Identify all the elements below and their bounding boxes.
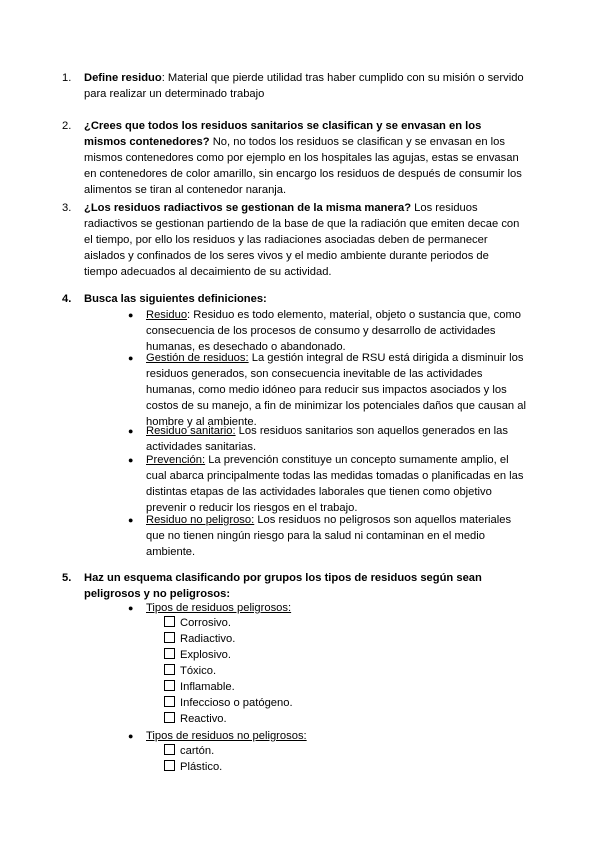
checklist-label: Explosivo. — [180, 649, 231, 661]
checklist-label: Plástico. — [180, 761, 223, 773]
definition-term: Residuo sanitario: — [146, 425, 236, 437]
bullet-icon: ● — [128, 426, 134, 436]
question-number: 3. — [62, 202, 72, 214]
checklist-item[interactable] — [164, 631, 235, 647]
definition-text: Los residuos sanitarios son aquellos generados en las actividades sanitarias. — [146, 425, 508, 453]
group-peligrosos — [128, 600, 292, 616]
question-text: ¿Los residuos radiactivos se gestionan de la misma manera? — [84, 202, 412, 214]
question-heading: Haz un esquema clasificando por grupos los tipos de residuos según sean peligrosos y no peligrosos: — [84, 572, 482, 600]
checkbox-icon[interactable] — [164, 696, 175, 707]
definition-gestion — [128, 350, 526, 430]
checklist-item[interactable] — [164, 647, 231, 663]
checklist-label: Radiactivo. — [180, 633, 236, 645]
group-title: Tipos de residuos peligrosos: — [146, 602, 292, 614]
definition-residuo — [128, 307, 526, 355]
question-text: ¿Crees que todos los residuos sanitarios se clasifican y se envasan en los mismos contenedores? — [84, 120, 482, 148]
question-number: 4. — [62, 293, 72, 305]
checklist-item[interactable] — [164, 615, 231, 631]
question-5 — [62, 570, 524, 602]
bullet-icon: ● — [128, 310, 134, 320]
checklist-item[interactable] — [164, 743, 214, 759]
question-2 — [62, 118, 524, 198]
checkbox-icon[interactable] — [164, 664, 175, 675]
checklist-label: Reactivo. — [180, 713, 227, 725]
checkbox-icon[interactable] — [164, 712, 175, 723]
question-number: 1. — [62, 72, 72, 84]
definition-residuo-sanitario — [128, 423, 526, 455]
checkbox-icon[interactable] — [164, 648, 175, 659]
checklist-item[interactable] — [164, 759, 222, 775]
question-3 — [62, 200, 524, 280]
checkbox-icon[interactable] — [164, 744, 175, 755]
checklist-label: Tóxico. — [180, 665, 217, 677]
checklist-item[interactable] — [164, 695, 293, 711]
question-heading: Busca las siguientes definiciones: — [84, 293, 267, 305]
bullet-icon: ● — [128, 603, 134, 613]
question-answer: No, no todos los residuos se clasifican y se envasan en los mismos contenedores como por ejemplo en los hospitales las agujas, estas se envasan en contenedores de color amarillo, sin encargo los residuos de después de consumir los alimentos se tiran al contenedor naranja. — [84, 136, 522, 196]
definition-prevencion — [128, 452, 526, 516]
checklist-label: Inflamable. — [180, 681, 235, 693]
group-no-peligrosos — [128, 728, 307, 744]
checkbox-icon[interactable] — [164, 616, 175, 627]
question-answer: Los residuos radiactivos se gestionan partiendo de la base de que la radiación que emiten decae con el tiempo, por ello los residuos y las radiaciones asociadas deben de permanecer aislados y confinados de los seres vivos y el medio ambiente durante periodos de tiempo adecuados al decaimiento de su actividad. — [84, 202, 520, 278]
checkbox-icon[interactable] — [164, 680, 175, 691]
checklist-label: cartón. — [180, 745, 215, 757]
checklist-label: Corrosivo. — [180, 617, 231, 629]
question-number: 2. — [62, 120, 72, 132]
definition-text: : Residuo es todo elemento, material, objeto o sustancia que, como consecuencia de los procesos de consumo y desarrollo de actividades humanas, es desechado o abandonado. — [146, 309, 522, 353]
bullet-icon: ● — [128, 731, 134, 741]
definition-text: Los residuos no peligrosos son aquellos materiales que no tienen ningún riesgo para la salud ni contaminan en el medio ambiente. — [146, 514, 512, 558]
definition-term: Residuo no peligroso: — [146, 514, 255, 526]
question-4 — [62, 291, 524, 307]
checklist-item[interactable] — [164, 679, 235, 695]
definition-residuo-no-peligroso — [128, 512, 526, 560]
checklist-label: Infeccioso o patógeno. — [180, 697, 293, 709]
bullet-icon: ● — [128, 515, 134, 525]
definition-text: La prevención constituye un concepto sumamente amplio, el cual abarca principalmente todas las medidas tomadas o planificadas en las distintas etapas de las actividades laborales que tienen como objetivo prevenir o reducir los riesgos en el trabajo. — [146, 454, 524, 514]
definition-term: Prevención: — [146, 454, 206, 466]
question-answer: : Material que pierde utilidad tras haber cumplido con su misión o servido para realizar un determinado trabajo — [84, 72, 524, 100]
checklist-item[interactable] — [164, 663, 216, 679]
checkbox-icon[interactable] — [164, 760, 175, 771]
checklist-item[interactable] — [164, 711, 227, 727]
bullet-icon: ● — [128, 353, 134, 363]
checkbox-icon[interactable] — [164, 632, 175, 643]
bullet-icon: ● — [128, 455, 134, 465]
question-term: Define residuo — [84, 72, 162, 84]
definition-term: Gestión de residuos: — [146, 352, 249, 364]
question-number: 5. — [62, 572, 72, 584]
definition-text: La gestión integral de RSU está dirigida a disminuir los residuos generados, son consecuencia inevitable de las actividades humanas, como medio idóneo para reducir sus impactos asociados y los costos de su manejo, a fin de minimizar los potenciales daños que causan al hombre y al ambiente. — [146, 352, 526, 428]
definition-term: Residuo — [146, 309, 188, 321]
group-title: Tipos de residuos no peligrosos: — [146, 730, 307, 742]
question-1 — [62, 70, 524, 102]
